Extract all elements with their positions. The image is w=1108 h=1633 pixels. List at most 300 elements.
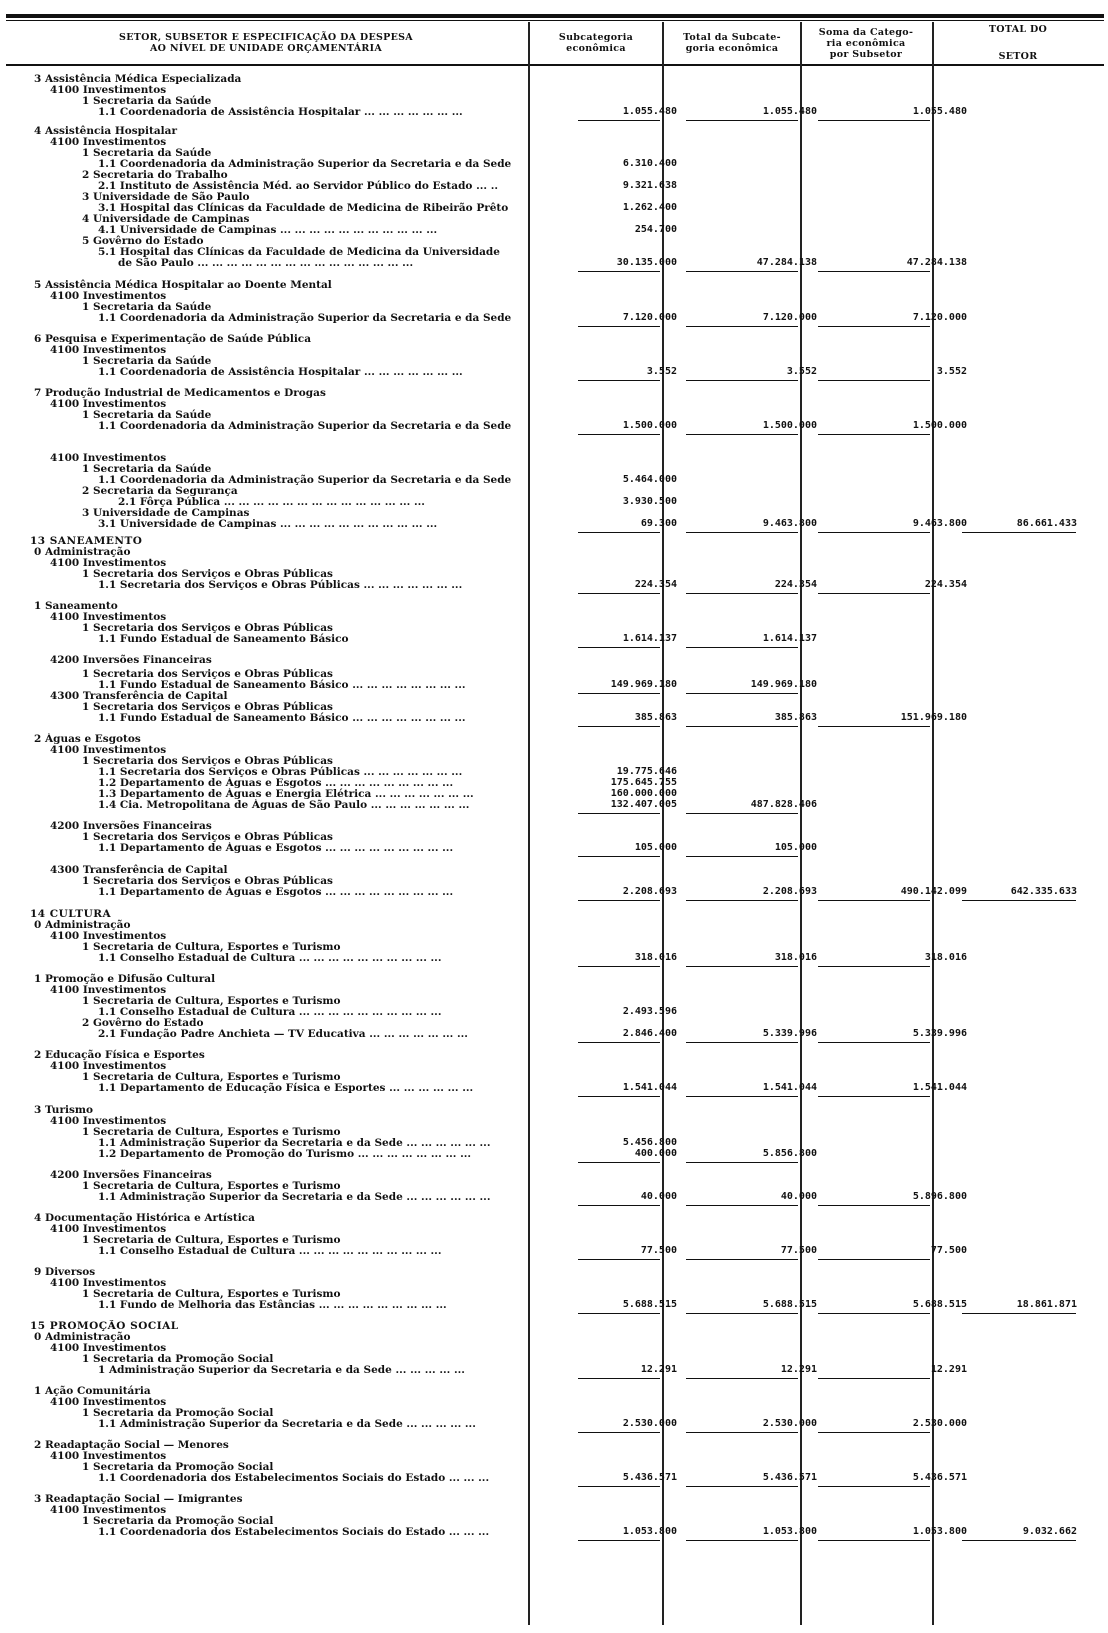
soma-subsetor-value: 12.291 [930, 1364, 967, 1375]
subcategoria-value: 105.000 [634, 842, 677, 853]
total-subcategoria-value: 77.500 [780, 1245, 817, 1256]
total-underline [578, 326, 660, 327]
total-subcategoria-value: 149.969.180 [750, 679, 817, 690]
subcategoria-value: 1.614.137 [622, 633, 677, 644]
header-bottom-rule [6, 64, 1104, 66]
header-total-subcategoria-line: goria econômica [685, 43, 779, 54]
table-row [0, 106, 1108, 118]
total-underline [578, 726, 660, 727]
row-description: 1 Secretaria da Saúde [82, 409, 212, 421]
soma-subsetor-value: 224.354 [924, 579, 967, 590]
total-underline [818, 434, 930, 435]
header-soma-categoria-line: Soma da Catego- [818, 26, 914, 38]
row-description: 9 Diversos [34, 1266, 96, 1278]
header-total-subcategoria-line: Total da Subcate- [683, 32, 781, 43]
total-subcategoria-value: 487.828.406 [750, 799, 817, 810]
row-description: 3 Universidade de São Paulo [82, 191, 250, 203]
row-description: 1.1 Coordenadoria da Administração Superior da Secretaria e da Sede [98, 158, 512, 170]
table-row [0, 1028, 1108, 1040]
soma-subsetor-value: 5.688.515 [912, 1299, 967, 1310]
row-description: 4200 Inversões Financeiras [50, 654, 212, 666]
row-description: 4100 Investimentos [50, 1342, 167, 1354]
total-underline [686, 532, 798, 533]
row-description: 4100 Investimentos [50, 290, 167, 302]
row-description: 3.1 Hospital das Clínicas da Faculdade de Medicina de Ribeirão Prêto [98, 202, 509, 214]
header-subcategoria [530, 22, 662, 64]
table-row [0, 842, 1108, 854]
total-subcategoria-value: 1.541.044 [762, 1082, 817, 1093]
soma-subsetor-value: 5.436.571 [912, 1472, 967, 1483]
row-description: 1.2 Departamento de Promoção do Turismo ... ... ... ... ... ... ... ... [98, 1148, 472, 1160]
total-underline [578, 966, 660, 967]
row-description: 1.1 Coordenadoria dos Estabelecimentos Sociais do Estado ... ... ... [98, 1526, 490, 1538]
row-description: 1.1 Coordenadoria da Administração Superior da Secretaria e da Sede [98, 420, 512, 432]
row-description: 4100 Investimentos [50, 557, 167, 569]
total-underline [578, 1540, 660, 1541]
row-description: 1 Secretaria da Saúde [82, 95, 212, 107]
row-description: 1.1 Departamento de Águas e Esgotos ... ... ... ... ... ... ... ... ... [98, 842, 454, 854]
subcategoria-value: 160.000.000 [610, 788, 677, 799]
total-setor-value: 9.032.662 [1022, 1526, 1077, 1537]
subcategoria-value: 9.321.638 [622, 180, 677, 191]
row-description: 3 Turismo [34, 1104, 93, 1116]
row-description: 1 Secretaria da Promoção Social [82, 1515, 274, 1527]
row-description: 6 Pesquisa e Experimentação de Saúde Pública [34, 333, 311, 345]
row-description: 1.1 Coordenadoria dos Estabelecimentos Sociais do Estado ... ... ... [98, 1472, 490, 1484]
row-description: 2 Educação Física e Esportes [34, 1049, 205, 1061]
table-row [0, 1191, 1108, 1203]
row-description: 2 Govêrno do Estado [82, 1017, 204, 1029]
total-underline [686, 120, 798, 121]
row-description: 1.1 Fundo Estadual de Saneamento Básico ... ... ... ... ... ... ... ... [98, 679, 466, 691]
total-underline [686, 271, 798, 272]
row-description: 4100 Investimentos [50, 452, 167, 464]
total-underline [686, 1540, 798, 1541]
table-row [0, 1148, 1108, 1160]
row-description: 3 Assistência Médica Especializada [34, 73, 242, 85]
table-row [0, 654, 1108, 666]
table-row [0, 366, 1108, 378]
subcategoria-value: 224.354 [634, 579, 677, 590]
row-description: 1.1 Coordenadoria de Assistência Hospitalar ... ... ... ... ... ... ... [98, 106, 463, 118]
table-row [0, 799, 1108, 811]
row-description: 4300 Transferência de Capital [50, 690, 228, 702]
total-setor-value: 18.861.871 [1016, 1299, 1077, 1310]
row-description: 1 Secretaria de Cultura, Esportes e Turismo [82, 1126, 341, 1138]
row-description: 1.1 Secretaria dos Serviços e Obras Públicas ... ... ... ... ... ... ... [98, 766, 463, 778]
table-row [0, 1364, 1108, 1376]
total-subcategoria-value: 5.339.996 [762, 1028, 817, 1039]
row-description: 0 Administração [34, 1331, 131, 1343]
table-row [0, 257, 1108, 269]
row-description: 4100 Investimentos [50, 1223, 167, 1235]
total-underline [686, 380, 798, 381]
header-description-line: AO NÍVEL DE UNIDADE ORÇAMENTÁRIA [149, 43, 383, 54]
row-description: 3.1 Universidade de Campinas ... ... ... ... ... ... ... ... ... ... ... [98, 518, 438, 530]
row-description: 4100 Investimentos [50, 930, 167, 942]
total-underline [686, 434, 798, 435]
row-description: 4 Assistência Hospitalar [34, 125, 177, 137]
row-description: 2 Secretaria da Segurança [82, 485, 238, 497]
row-description: 4 Universidade de Campinas [82, 213, 250, 225]
subcategoria-value: 7.120.000 [622, 312, 677, 323]
subcategoria-value: 385.863 [634, 712, 677, 723]
soma-subsetor-value: 2.530.000 [912, 1418, 967, 1429]
total-underline [686, 1259, 798, 1260]
row-description: 1.1 Fundo de Melhoria das Estâncias ... ... ... ... ... ... ... ... ... [98, 1299, 447, 1311]
total-underline [686, 326, 798, 327]
total-underline [962, 1540, 1076, 1541]
header-total-setor-line: SETOR [998, 51, 1038, 62]
total-underline [818, 326, 930, 327]
header-subcategoria-line: Subcategoria [558, 32, 634, 43]
soma-subsetor-value: 1.500.000 [912, 420, 967, 431]
total-underline [578, 380, 660, 381]
total-subcategoria-value: 5.856.800 [762, 1148, 817, 1159]
total-subcategoria-value: 1.055.480 [762, 106, 817, 117]
subcategoria-value: 5.464.000 [622, 474, 677, 485]
row-description: 1.1 Administração Superior da Secretaria e da Sede ... ... ... ... ... ... [98, 1191, 491, 1203]
row-description: 4100 Investimentos [50, 398, 167, 410]
total-subcategoria-value: 40.000 [780, 1191, 817, 1202]
total-underline [818, 532, 930, 533]
subcategoria-value: 1.053.800 [622, 1526, 677, 1537]
total-underline [686, 813, 798, 814]
total-subcategoria-value: 9.463.800 [762, 518, 817, 529]
total-underline [962, 1313, 1076, 1314]
row-description: 2 Readaptação Social — Menores [34, 1439, 229, 1451]
row-description: 0 Administração [34, 919, 131, 931]
table-row [0, 1526, 1108, 1538]
row-description: 1 Promoção e Difusão Cultural [34, 973, 216, 985]
row-description: 3 Universidade de Campinas [82, 507, 250, 519]
total-subcategoria-value: 1.053.800 [762, 1526, 817, 1537]
row-description: 4100 Investimentos [50, 136, 167, 148]
total-underline [686, 856, 798, 857]
row-description: 1 Secretaria da Saúde [82, 301, 212, 313]
row-description: 1 Secretaria dos Serviços e Obras Públicas [82, 755, 333, 767]
row-description: 7 Produção Industrial de Medicamentos e Drogas [34, 387, 326, 399]
subcategoria-value: 40.000 [640, 1191, 677, 1202]
subcategoria-value: 5.688.515 [622, 1299, 677, 1310]
total-underline [818, 593, 930, 594]
row-description: 5.1 Hospital das Clínicas da Faculdade de Medicina da Universidade [98, 246, 500, 258]
row-description: 1.1 Coordenadoria de Assistência Hospitalar ... ... ... ... ... ... ... [98, 366, 463, 378]
header-description [6, 22, 526, 64]
soma-subsetor-value: 77.500 [930, 1245, 967, 1256]
total-subcategoria-value: 47.284.138 [756, 257, 817, 268]
subcategoria-value: 3.552 [646, 366, 677, 377]
soma-subsetor-value: 151.969.180 [900, 712, 967, 723]
total-underline [686, 593, 798, 594]
total-underline [962, 900, 1076, 901]
total-subcategoria-value: 3.552 [786, 366, 817, 377]
total-subcategoria-value: 5.436.571 [762, 1472, 817, 1483]
total-underline [578, 1378, 660, 1379]
total-underline [578, 856, 660, 857]
row-description: 4200 Inversões Financeiras [50, 820, 212, 832]
header-description-line: SETOR, SUBSETOR E ESPECIFICAÇÃO DA DESPESA [119, 32, 413, 43]
total-underline [686, 1096, 798, 1097]
row-description: 1.1 Coordenadoria da Administração Superior da Secretaria e da Sede [98, 474, 512, 486]
subcategoria-value: 2.493.596 [622, 1006, 677, 1017]
row-description: 1 Secretaria dos Serviços e Obras Públicas [82, 831, 333, 843]
row-description: 2 Secretaria do Trabalho [82, 169, 228, 181]
total-underline [818, 726, 930, 727]
table-row [0, 1472, 1108, 1484]
row-description: 1 Secretaria da Saúde [82, 147, 212, 159]
total-underline [818, 271, 930, 272]
row-description: de São Paulo ... ... ... ... ... ... ... ... ... ... ... ... ... ... ... [118, 257, 414, 269]
subcategoria-value: 2.530.000 [622, 1418, 677, 1429]
subcategoria-value: 30.135.000 [616, 257, 677, 268]
table-row [0, 579, 1108, 591]
row-description: 1 Administração Superior da Secretaria e da Sede ... ... ... ... ... [98, 1364, 465, 1376]
total-setor-value: 642.335.633 [1010, 886, 1077, 897]
row-description: 1.3 Departamento de Águas e Energia Elétrica ... ... ... ... ... ... ... [98, 788, 474, 800]
row-description: 1 Secretaria de Cultura, Esportes e Turismo [82, 995, 341, 1007]
total-underline [686, 900, 798, 901]
total-underline [578, 647, 660, 648]
table-row [0, 518, 1108, 530]
header-soma-categoria-line: por Subsetor [829, 48, 903, 60]
row-description: 4.1 Universidade de Campinas ... ... ... ... ... ... ... ... ... ... ... [98, 224, 438, 236]
row-description: 4100 Investimentos [50, 1504, 167, 1516]
subcategoria-value: 149.969.180 [610, 679, 677, 690]
row-description: 4100 Investimentos [50, 611, 167, 623]
soma-subsetor-value: 1.055.480 [912, 106, 967, 117]
header-total-subcategoria [664, 22, 800, 64]
soma-subsetor-value: 1.541.044 [912, 1082, 967, 1093]
total-underline [686, 647, 798, 648]
row-description: 4100 Investimentos [50, 344, 167, 356]
row-description: 1.1 Fundo Estadual de Saneamento Básico ... ... ... ... ... ... ... ... [98, 712, 466, 724]
row-description: 4100 Investimentos [50, 1396, 167, 1408]
total-underline [578, 813, 660, 814]
row-description: 4 Documentação Histórica e Artística [34, 1212, 255, 1224]
subcategoria-value: 318.016 [634, 952, 677, 963]
subcategoria-value: 77.500 [640, 1245, 677, 1256]
total-subcategoria-value: 5.688.515 [762, 1299, 817, 1310]
top-rule-thin [6, 20, 1104, 21]
row-description: 5 Govêrno do Estado [82, 235, 204, 247]
total-underline [578, 120, 660, 121]
soma-subsetor-value: 490.142.099 [900, 886, 967, 897]
total-subcategoria-value: 2.208.693 [762, 886, 817, 897]
total-underline [686, 966, 798, 967]
table-row [0, 712, 1108, 724]
row-description: 1.2 Departamento de Águas e Esgotos ... ... ... ... ... ... ... ... ... [98, 777, 454, 789]
total-underline [818, 1096, 930, 1097]
row-description: 1.1 Fundo Estadual de Saneamento Básico [98, 633, 349, 645]
table-row [0, 312, 1108, 324]
subcategoria-value: 132.407.005 [610, 799, 677, 810]
row-description: 1.1 Conselho Estadual de Cultura ... ... ... ... ... ... ... ... ... ... [98, 952, 442, 964]
row-description: 1 Secretaria de Cultura, Esportes e Turismo [82, 1234, 341, 1246]
total-subcategoria-value: 1.614.137 [762, 633, 817, 644]
total-underline [818, 120, 930, 121]
total-underline [578, 434, 660, 435]
row-description: 1.1 Conselho Estadual de Cultura ... ... ... ... ... ... ... ... ... ... [98, 1245, 442, 1257]
row-description: 1 Secretaria de Cultura, Esportes e Turismo [82, 1071, 341, 1083]
soma-subsetor-value: 5.896.800 [912, 1191, 967, 1202]
row-description: 1 Secretaria de Cultura, Esportes e Turismo [82, 1288, 341, 1300]
total-underline [686, 1162, 798, 1163]
total-underline [818, 1313, 930, 1314]
total-subcategoria-value: 2.530.000 [762, 1418, 817, 1429]
total-underline [686, 726, 798, 727]
row-description: 2 Águas e Esgotos [34, 733, 141, 745]
total-underline [578, 1432, 660, 1433]
row-description: 1 Secretaria dos Serviços e Obras Públicas [82, 701, 333, 713]
header-total-setor [934, 22, 1102, 64]
table-row [0, 1245, 1108, 1257]
row-description: 3 Readaptação Social — Imigrantes [34, 1493, 243, 1505]
total-underline [686, 1205, 798, 1206]
header-subcategoria-line: econômica [566, 43, 626, 54]
total-subcategoria-value: 105.000 [774, 842, 817, 853]
total-underline [686, 1486, 798, 1487]
row-description: 1 Secretaria dos Serviços e Obras Públicas [82, 668, 333, 680]
row-description: 1 Secretaria da Promoção Social [82, 1407, 274, 1419]
total-underline [962, 532, 1076, 533]
total-underline [578, 1096, 660, 1097]
row-description: 1.4 Cia. Metropolitana de Águas de São Paulo ... ... ... ... ... ... ... [98, 799, 470, 811]
sector-title: 13 SANEAMENTO [30, 535, 143, 547]
row-description: 1 Secretaria da Promoção Social [82, 1461, 274, 1473]
total-underline [818, 380, 930, 381]
subcategoria-value: 12.291 [640, 1364, 677, 1375]
total-underline [818, 1378, 930, 1379]
soma-subsetor-value: 3.552 [936, 366, 967, 377]
soma-subsetor-value: 7.120.000 [912, 312, 967, 323]
subcategoria-value: 6.310.400 [622, 158, 677, 169]
row-description: 2.1 Fundação Padre Anchieta — TV Educativa ... ... ... ... ... ... ... [98, 1028, 468, 1040]
row-description: 1 Saneamento [34, 600, 118, 612]
subcategoria-value: 3.930.500 [622, 496, 677, 507]
total-underline [818, 1042, 930, 1043]
subcategoria-value: 1.541.044 [622, 1082, 677, 1093]
row-description: 1.1 Administração Superior da Secretaria e da Sede ... ... ... ... ... [98, 1418, 476, 1430]
total-subcategoria-value: 318.016 [774, 952, 817, 963]
row-description: 4100 Investimentos [50, 84, 167, 96]
row-description: 2.1 Fôrça Pública ... ... ... ... ... ... ... ... ... ... ... ... ... ... [118, 496, 425, 508]
total-subcategoria-value: 7.120.000 [762, 312, 817, 323]
total-underline [818, 1540, 930, 1541]
table-row [0, 633, 1108, 645]
row-description: 4300 Transferência de Capital [50, 864, 228, 876]
soma-subsetor-value: 47.284.138 [906, 257, 967, 268]
table-row [0, 1082, 1108, 1094]
total-underline [686, 1432, 798, 1433]
row-description: 1 Secretaria dos Serviços e Obras Públicas [82, 568, 333, 580]
row-description: 4200 Inversões Financeiras [50, 1169, 212, 1181]
total-underline [578, 1042, 660, 1043]
table-row [0, 886, 1108, 898]
total-underline [578, 593, 660, 594]
total-underline [818, 900, 930, 901]
total-underline [818, 1205, 930, 1206]
subcategoria-value: 254.700 [634, 224, 677, 235]
total-setor-value: 86.661.433 [1016, 518, 1077, 529]
subcategoria-value: 5.456.800 [622, 1137, 677, 1148]
soma-subsetor-value: 318.016 [924, 952, 967, 963]
soma-subsetor-value: 5.339.996 [912, 1028, 967, 1039]
subcategoria-value: 400.000 [634, 1148, 677, 1159]
table-row [0, 1299, 1108, 1311]
row-description: 1.1 Departamento de Águas e Esgotos ... ... ... ... ... ... ... ... ... [98, 886, 454, 898]
row-description: 0 Administração [34, 546, 131, 558]
top-rule [6, 14, 1104, 18]
subcategoria-value: 175.645.755 [610, 777, 677, 788]
total-underline [686, 1042, 798, 1043]
soma-subsetor-value: 1.053.800 [912, 1526, 967, 1537]
total-underline [578, 1205, 660, 1206]
total-underline [686, 1378, 798, 1379]
subcategoria-value: 1.500.000 [622, 420, 677, 431]
row-description: 4100 Investimentos [50, 1115, 167, 1127]
total-underline [578, 1162, 660, 1163]
row-description: 1 Secretaria da Promoção Social [82, 1353, 274, 1365]
total-underline [818, 1432, 930, 1433]
row-description: 1.1 Coordenadoria da Administração Superior da Secretaria e da Sede [98, 312, 512, 324]
subcategoria-value: 19.775.646 [616, 766, 677, 777]
row-description: 1 Secretaria da Saúde [82, 463, 212, 475]
subcategoria-value: 5.436.571 [622, 1472, 677, 1483]
table-row [0, 952, 1108, 964]
subcategoria-value: 2.846.400 [622, 1028, 677, 1039]
soma-subsetor-value: 9.463.800 [912, 518, 967, 529]
header-soma-categoria [802, 22, 930, 64]
total-underline [686, 1313, 798, 1314]
row-description: 5 Assistência Médica Hospitalar ao Doente Mental [34, 279, 332, 291]
total-underline [818, 1259, 930, 1260]
total-underline [578, 1486, 660, 1487]
total-underline [578, 1313, 660, 1314]
row-description: 1.1 Administração Superior da Secretaria e da Sede ... ... ... ... ... ... [98, 1137, 491, 1149]
row-description: 1 Ação Comunitária [34, 1385, 151, 1397]
total-underline [578, 271, 660, 272]
total-underline [818, 966, 930, 967]
sector-title: 15 PROMOÇÃO SOCIAL [30, 1320, 179, 1332]
row-description: 1 Secretaria dos Serviços e Obras Públicas [82, 875, 333, 887]
subcategoria-value: 1.055.480 [622, 106, 677, 117]
total-subcategoria-value: 1.500.000 [762, 420, 817, 431]
total-subcategoria-value: 224.354 [774, 579, 817, 590]
row-description: 2.1 Instituto de Assistência Méd. ao Servidor Público do Estado ... .. [98, 180, 499, 192]
subcategoria-value: 2.208.693 [622, 886, 677, 897]
row-description: 4100 Investimentos [50, 1277, 167, 1289]
row-description: 4100 Investimentos [50, 984, 167, 996]
subcategoria-value: 1.262.400 [622, 202, 677, 213]
row-description: 1 Secretaria de Cultura, Esportes e Turismo [82, 1180, 341, 1192]
total-subcategoria-value: 385.863 [774, 712, 817, 723]
row-description: 1 Secretaria dos Serviços e Obras Públicas [82, 622, 333, 634]
total-underline [818, 1486, 930, 1487]
row-description: 1.1 Departamento de Educação Física e Esportes ... ... ... ... ... ... [98, 1082, 474, 1094]
header-soma-categoria-line: ria econômica [826, 37, 906, 49]
row-description: 1.1 Conselho Estadual de Cultura ... ... ... ... ... ... ... ... ... ... [98, 1006, 442, 1018]
header-total-setor-line: TOTAL DO [988, 24, 1048, 35]
row-description: 4100 Investimentos [50, 744, 167, 756]
total-underline [578, 1259, 660, 1260]
table-row [0, 420, 1108, 432]
row-description: 1 Secretaria de Cultura, Esportes e Turismo [82, 941, 341, 953]
row-description: 4100 Investimentos [50, 1060, 167, 1072]
row-description: 1 Secretaria da Saúde [82, 355, 212, 367]
total-underline [578, 900, 660, 901]
subcategoria-value: 69.300 [640, 518, 677, 529]
